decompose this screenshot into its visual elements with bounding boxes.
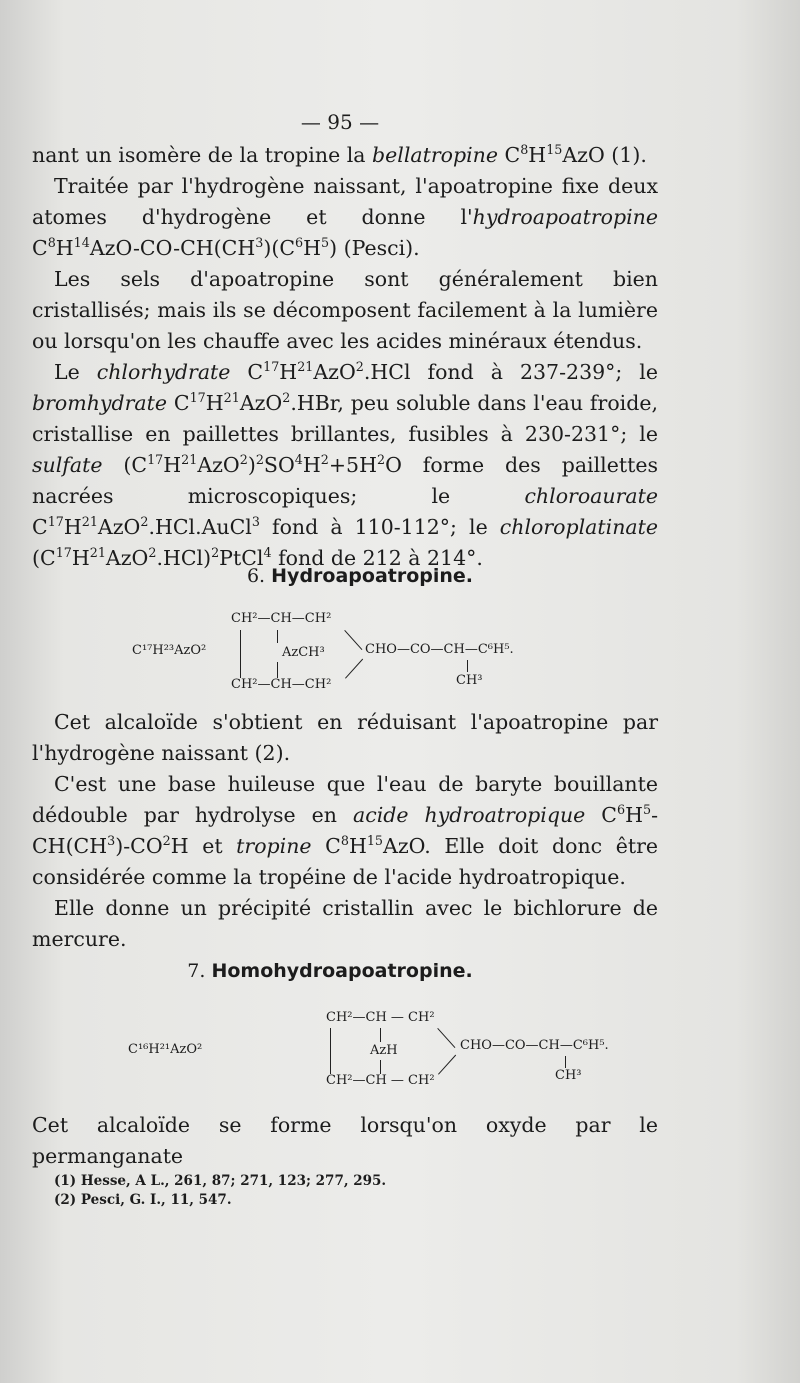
formula-2-bond-methyl (565, 1056, 566, 1068)
formula-2-bond-left (330, 1028, 331, 1074)
footnote-1: (1) Hesse, A L., 261, 87; 271, 123; 277, 295. (54, 1173, 387, 1189)
body-text-top (32, 140, 658, 574)
body-text-bottom (32, 1110, 658, 1172)
formula-2-bond-n-bottom (380, 1060, 381, 1074)
section-6-number: 6. (246, 565, 266, 587)
formula-2-top: CH²—CH — CH² (326, 1010, 435, 1025)
paragraph-1: nant un isomère de la tropine la bellatropine $C^8H^{15}AzO$ (1). (32, 142, 647, 167)
formula-1-molecular: C¹⁷H²³AzO² (132, 643, 207, 658)
body-text-middle (32, 707, 658, 955)
footnote-2: (2) Pesci, G. I., 11, 547. (54, 1192, 232, 1208)
paragraph-6: C'est une base huileuse que l'eau de baryte bouillante dédouble par hydrolyse en acide hydroatropique $C^6H^5-CH(CH^3)-CO^2H$ et tropine $C^8H^{15}AzO$. Elle doit donc être considérée comme la tropéine de l'acide hydroatropique. (32, 772, 659, 889)
formula-2-bond-ester-bottom (438, 1055, 456, 1075)
formula-1-mid-right: CHO—CO—CH—C⁶H⁵. (365, 642, 514, 657)
section-7-title: Homohydroapoatropine. (211, 960, 473, 982)
formula-2-bond-ester-top (437, 1028, 455, 1048)
formula-1-bond-ester-top (344, 630, 362, 650)
formula-2-bond-n-top (380, 1028, 381, 1042)
paragraph-3: Les sels d'apoatropine sont généralement bien cristallisés; mais ils se décomposent facilement à la lumière ou lorsqu'on les chauffe avec les acides minéraux étendus. (32, 267, 658, 353)
formula-1-bond-ester-bottom (345, 659, 363, 679)
formula-1-bond-methyl (467, 660, 468, 672)
formula-1-mid-left: AzCH³ (282, 645, 325, 660)
formula-1-bond-left (240, 630, 241, 678)
section-6-heading (0, 565, 720, 587)
paragraph-2: Traitée par l'hydrogène naissant, l'apoatropine fixe deux atomes d'hydrogène et donne l'hydroapoatropine $C^8H^{14}AzO-CO-CH(CH^3)(C^6H^5)$ (Pesci). (32, 174, 658, 260)
section-7-heading (0, 960, 660, 982)
paragraph-7: Elle donne un précipité cristallin avec le bichlorure de mercure. (32, 896, 658, 951)
formula-1-top: CH²—CH—CH² (231, 611, 332, 626)
section-7-number: 7. (187, 960, 206, 982)
formula-1-methyl: CH³ (456, 673, 483, 688)
formula-2-bottom: CH²—CH — CH² (326, 1073, 435, 1088)
formula-2-molecular: C¹⁶H²¹AzO² (128, 1042, 203, 1057)
formula-1-bond-n-top (277, 630, 278, 643)
formula-2-methyl: CH³ (555, 1068, 582, 1083)
section-6-title: Hydroapoatropine. (271, 565, 474, 587)
formula-1-bottom: CH²—CH—CH² (231, 677, 332, 692)
paragraph-5: Cet alcaloïde s'obtient en réduisant l'apoatropine par l'hydrogène naissant (2). (32, 710, 658, 765)
paragraph-8: Cet alcaloïde se forme lorsqu'on oxyde par le permanganate (32, 1113, 658, 1168)
footnotes (54, 1172, 386, 1210)
formula-2-mid-right: CHO—CO—CH—C⁶H⁵. (460, 1038, 609, 1053)
page-number: — 95 — (300, 110, 380, 134)
formula-2-mid-left: AzH (370, 1043, 398, 1058)
paragraph-4: Le chlorhydrate $C^{17}H^{21}AzO^2.HCl$ fond à 237-239°; le bromhydrate $C^{17}H^{21}AzO^2.HBr$, peu soluble dans l'eau froide, cristallise en paillettes brillantes, fusibles à 230-231°; le sulfate $(C^{17}H^{21}AzO^2)^2SO^4H^2+5H^2O$ forme des paillettes nacrées microscopiques; le chloroaurate $C^{17}H^{21}AzO^2.HCl.AuCl^3$ fond à 110-112°; le chloroplatinate $(C^{17}H^{21}AzO^2.HCl)^2PtCl^4$ fond de 212 à 214°. (32, 359, 658, 570)
formula-1-bond-n-bottom (277, 662, 278, 678)
